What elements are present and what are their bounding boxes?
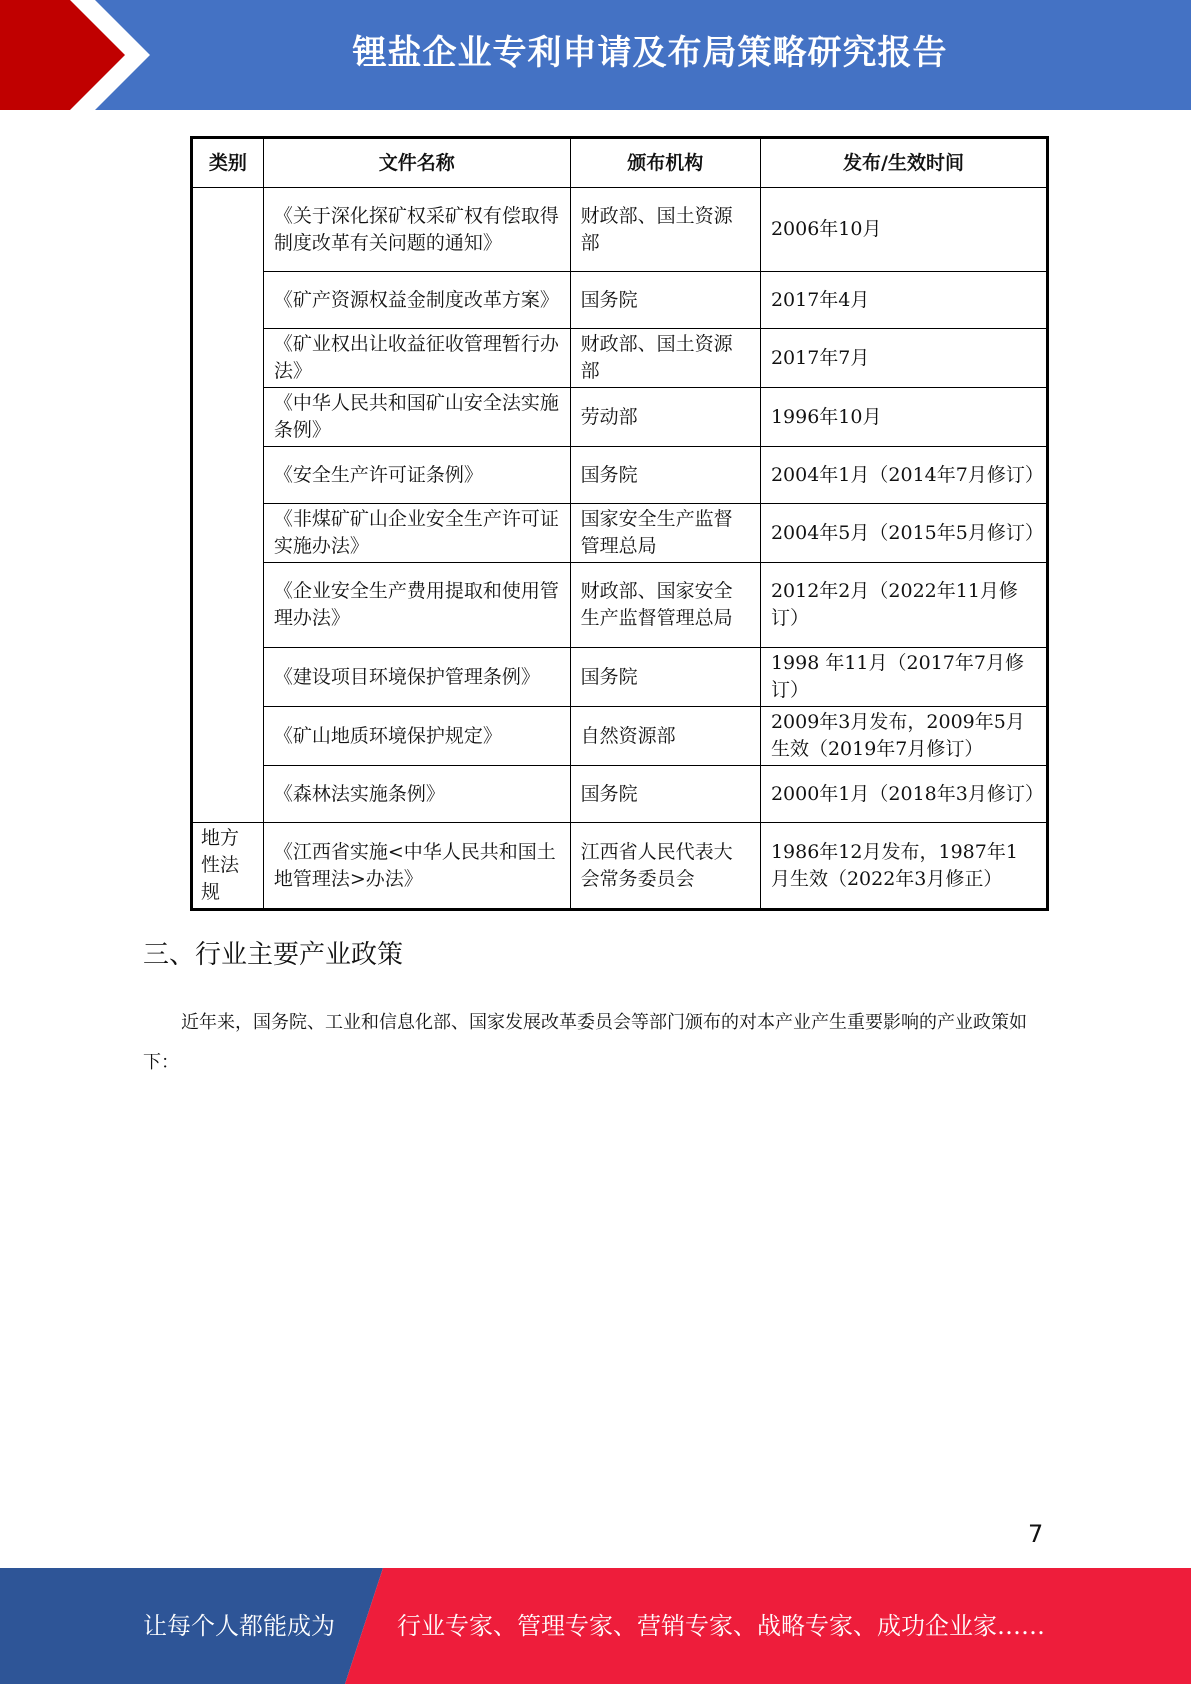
date-cell: 2004年1月（2014年7月修订） [760,447,1047,504]
document-name-cell: 《安全生产许可证条例》 [263,447,570,504]
date-cell: 2004年5月（2015年5月修订） [760,504,1047,563]
table-row [192,272,1048,329]
document-name-cell: 《森林法实施条例》 [263,766,570,823]
table-row [192,823,1048,910]
date-cell: 2017年7月 [760,329,1047,388]
table-row [192,329,1048,388]
column-header-category: 类别 [192,138,264,188]
page-header [0,0,1191,110]
column-header-issuing-body: 颁布机构 [570,138,760,188]
page-number: 7 [1028,1520,1044,1548]
document-name-cell: 《企业安全生产费用提取和使用管理办法》 [263,563,570,648]
table-row [192,447,1048,504]
body-paragraph: 近年来，国务院、工业和信息化部、国家发展改革委员会等部门颁布的对本产业产生重要影响的产业政策如下： [143,1012,1027,1073]
date-cell: 2017年4月 [760,272,1047,329]
table-header-row [192,138,1048,188]
table-row [192,648,1048,707]
document-name-cell: 《矿山地质环境保护规定》 [263,707,570,766]
issuing-body-cell: 国务院 [570,766,760,823]
footer-slogan-left: 让每个人都能成为 [143,1612,335,1640]
table-row [192,766,1048,823]
date-cell: 2000年1月（2018年3月修订） [760,766,1047,823]
category-cell-empty [192,188,264,823]
issuing-body-cell: 财政部、国家安全生产监督管理总局 [570,563,760,648]
document-name-cell: 《矿业权出让收益征收管理暂行办法》 [263,329,570,388]
document-name-cell: 《矿产资源权益金制度改革方案》 [263,272,570,329]
document-name-cell: 《非煤矿矿山企业安全生产许可证实施办法》 [263,504,570,563]
issuing-body-cell: 国务院 [570,447,760,504]
issuing-body-cell: 自然资源部 [570,707,760,766]
document-name-cell: 《江西省实施<中华人民共和国土地管理法>办法》 [263,823,570,910]
issuing-body-cell: 劳动部 [570,388,760,447]
table-row [192,707,1048,766]
page-footer [0,1568,1191,1684]
document-name-cell: 《中华人民共和国矿山安全法实施条例》 [263,388,570,447]
column-header-document-name: 文件名称 [263,138,570,188]
date-cell: 1986年12月发布，1987年1月生效（2022年3月修正） [760,823,1047,910]
issuing-body-cell: 江西省人民代表大会常务委员会 [570,823,760,910]
issuing-body-cell: 财政部、国土资源部 [570,188,760,272]
date-cell: 2012年2月（2022年11月修订） [760,563,1047,648]
document-name-cell: 《关于深化探矿权采矿权有偿取得制度改革有关问题的通知》 [263,188,570,272]
date-cell: 2009年3月发布，2009年5月生效（2019年7月修订） [760,707,1047,766]
table-row [192,388,1048,447]
regulation-table [190,136,1049,911]
issuing-body-cell: 国务院 [570,648,760,707]
issuing-body-cell: 国家安全生产监督管理总局 [570,504,760,563]
date-cell: 1998 年11月（2017年7月修订） [760,648,1047,707]
date-cell: 2006年10月 [760,188,1047,272]
table-row [192,563,1048,648]
issuing-body-cell: 国务院 [570,272,760,329]
category-cell: 地方性法规 [192,823,264,910]
issuing-body-cell: 财政部、国土资源部 [570,329,760,388]
footer-slogan-right: 行业专家、管理专家、营销专家、战略专家、成功企业家…… [397,1612,1045,1640]
header-title: 锂盐企业专利申请及布局策略研究报告 [352,33,948,73]
table-row [192,188,1048,272]
section-heading: 三、行业主要产业政策 [143,940,404,970]
document-name-cell: 《建设项目环境保护管理条例》 [263,648,570,707]
date-cell: 1996年10月 [760,388,1047,447]
column-header-date: 发布/生效时间 [760,138,1047,188]
header-arrow-decoration [0,0,150,110]
table-row [192,504,1048,563]
